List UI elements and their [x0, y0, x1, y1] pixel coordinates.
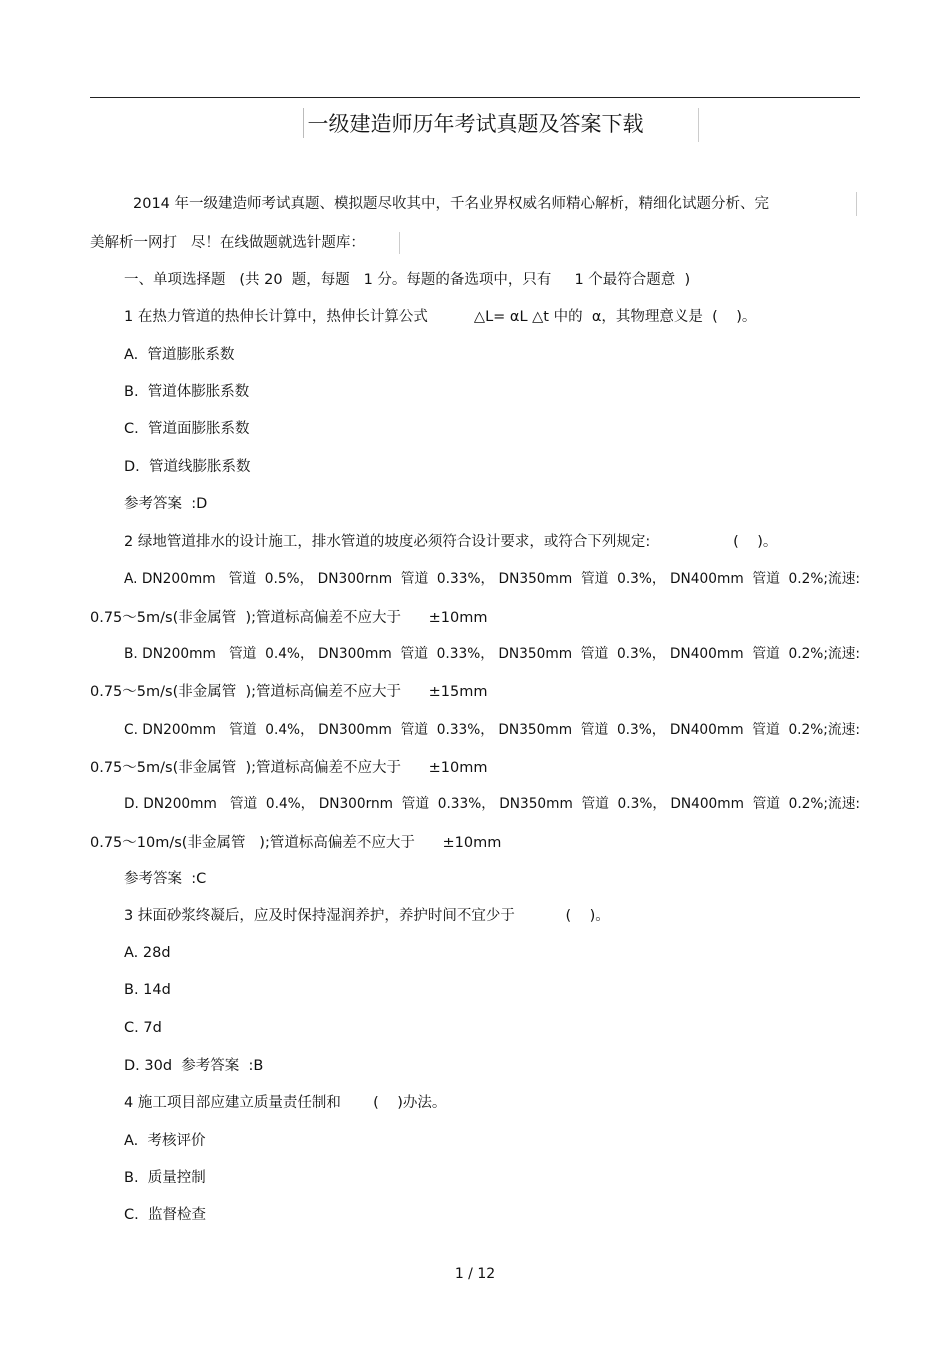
question-3-stem: 3 抹面砂浆终凝后，应及时保持湿润养护，养护时间不宜少于 ( )。 [124, 908, 610, 924]
question-2-stem: 2 绿地管道排水的设计施工，排水管道的坡度必须符合设计要求，或符合下列规定: ( )。 [124, 534, 778, 550]
question-2-option-b-cont: 0.75～5m/s(非金属管 );管道标高偏差不应大于 ±15mm [90, 684, 488, 700]
text-cursor-mark [698, 108, 699, 142]
question-1-option-b: B. 管道体膨胀系数 [124, 384, 250, 400]
question-4-stem: 4 施工项目部应建立质量责任制和 ( )办法。 [124, 1095, 447, 1111]
question-4-option-c: C. 监督检查 [124, 1207, 206, 1223]
page-title: 一级建造师历年考试真题及答案下载 [303, 108, 648, 138]
text-cursor-mark [856, 192, 857, 216]
header-rule [90, 97, 860, 98]
question-2-option-a-cont: 0.75～5m/s(非金属管 );管道标高偏差不应大于 ±10mm [90, 610, 488, 626]
question-2-option-c: C. DN200mm 管道 0.4%， DN300mm 管道 0.33%， DN350mm 管道 0.3%， DN400mm 管道 0.2%;流速: [124, 722, 860, 738]
question-2-option-a: A. DN200mm 管道 0.5%， DN300rnm 管道 0.33%， DN350mm 管道 0.3%， DN400mm 管道 0.2%;流速: [124, 571, 861, 587]
text-cursor-mark [399, 232, 400, 254]
intro-line-1: 2014 年一级建造师考试真题、模拟题尽收其中，千名业界权威名师精心解析，精细化试题分析、完 [133, 196, 770, 212]
question-4-option-b: B. 质量控制 [124, 1170, 206, 1186]
section-heading: 一、单项选择题 (共 20 题，每题 1 分。每题的备选项中，只有 1 个最符合题意 ) [124, 272, 691, 288]
question-4-option-a: A. 考核评价 [124, 1133, 206, 1149]
question-1-option-a: A. 管道膨胀系数 [124, 347, 235, 363]
question-2-option-d: D. DN200mm 管道 0.4%， DN300rnm 管道 0.33%， DN350mm 管道 0.3%， DN400mm 管道 0.2%;流速: [124, 796, 861, 812]
question-1-option-d: D. 管道线膨胀系数 [124, 459, 251, 475]
question-2-option-b: B. DN200mm 管道 0.4%， DN300mm 管道 0.33%， DN350mm 管道 0.3%， DN400mm 管道 0.2%;流速: [124, 646, 861, 662]
question-2-option-c-cont: 0.75～5m/s(非金属管 );管道标高偏差不应大于 ±10mm [90, 760, 488, 776]
question-1-option-c: C. 管道面膨胀系数 [124, 421, 250, 437]
question-3-option-c: C. 7d [124, 1020, 162, 1036]
question-2-option-d-cont: 0.75～10m/s(非金属管 );管道标高偏差不应大于 ±10mm [90, 835, 502, 851]
intro-line-2: 美解析一网打 尽！在线做题就选针题库： [90, 235, 365, 251]
question-3-option-a: A. 28d [124, 945, 171, 961]
title-container [0, 108, 950, 138]
question-3-option-b: B. 14d [124, 982, 171, 998]
page-number: 1 / 12 [454, 1266, 496, 1282]
question-3-option-d: D. 30d 参考答案 :B [124, 1058, 264, 1074]
question-1-answer: 参考答案 :D [124, 496, 208, 512]
question-1-stem: 1 在热力管道的热伸长计算中，热伸长计算公式 △L= αL △t 中的 α，其物理意义是 ( )。 [124, 309, 757, 325]
question-2-answer: 参考答案 :C [124, 871, 207, 887]
